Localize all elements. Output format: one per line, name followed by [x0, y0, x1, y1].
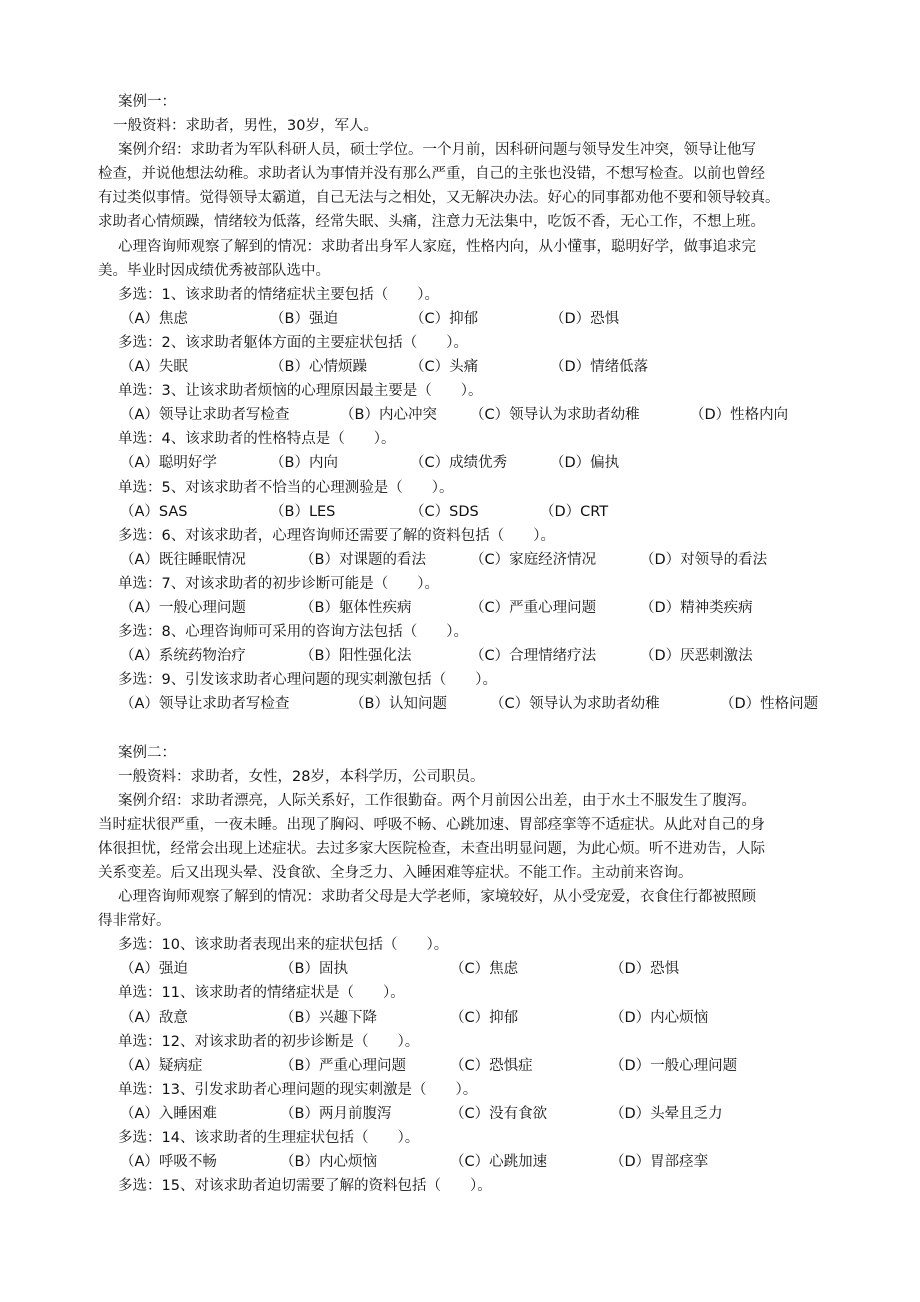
- option-row: [120, 451, 818, 475]
- option-b[interactable]: （B）内心冲突: [340, 407, 437, 424]
- question-text: 单选：4、该求助者的性格特点是（ ）。: [118, 431, 396, 448]
- option-a[interactable]: （A）既往睡眠情况: [120, 551, 246, 568]
- option-b[interactable]: （B）LES: [270, 503, 336, 520]
- option-a[interactable]: （A）领导让求助者写检查: [120, 696, 290, 713]
- case2-observe-line: 心理咨询师观察了解到的情况：求助者父母是大学老师，家境较好，从小受宠爱，衣食住行都被照顾: [118, 889, 756, 906]
- option-a[interactable]: （A）敌意: [120, 1009, 188, 1026]
- case2-intro-line: 案例介绍：求助者漂亮，人际关系好，工作很勤奋。两个月前因公出差，由于水土不服发生了腹泻。: [118, 792, 756, 809]
- case2-intro-line: 体很担忧，经常会出现上述症状。去过多家大医院检查，未查出明显问题，为此心烦。听不进劝告，人际: [98, 840, 765, 857]
- option-row: [120, 403, 818, 427]
- option-d[interactable]: （D）情绪低落: [550, 359, 649, 376]
- case1-title: 案例一：: [118, 94, 176, 110]
- option-c[interactable]: （C）心跳加速: [450, 1154, 548, 1171]
- question-text: 多选：8、心理咨询师可采用的咨询方法包括（ ）。: [118, 624, 468, 641]
- option-b[interactable]: （B）内向: [270, 455, 338, 472]
- question-text: 多选：10、该求助者表现出来的症状包括（ ）。: [118, 937, 449, 954]
- option-d[interactable]: （D）性格问题: [720, 696, 819, 713]
- question-text: 多选：14、该求助者的生理症状包括（ ）。: [118, 1130, 420, 1147]
- option-row: [120, 500, 818, 524]
- option-d[interactable]: （D）精神类疾病: [640, 599, 753, 616]
- question-text: 多选：9、引发该求助者心理问题的现实刺激包括（ ）。: [118, 672, 497, 689]
- case1-intro-line: 检查，并说他想法幼稚。求助者认为事情并没有那么严重，自己的主张也没错，不想写检查。以前也曾经: [98, 166, 765, 183]
- option-a[interactable]: （A）领导让求助者写检查: [120, 407, 290, 424]
- option-a[interactable]: （A）系统药物治疗: [120, 648, 246, 665]
- option-d[interactable]: （D）一般心理问题: [610, 1057, 738, 1074]
- option-b[interactable]: （B）阳性强化法: [300, 648, 412, 665]
- option-a[interactable]: （A）一般心理问题: [120, 599, 246, 616]
- document-body: [98, 90, 819, 1198]
- option-c[interactable]: （C）成绩优秀: [410, 455, 508, 472]
- option-b[interactable]: （B）认知问题: [350, 696, 447, 713]
- option-d[interactable]: （D）胃部痉挛: [610, 1154, 709, 1171]
- case2-observe-line: 得非常好。: [98, 913, 171, 930]
- option-row: [120, 548, 818, 572]
- question-text: 单选：5、对该求助者不恰当的心理测验是（ ）。: [118, 479, 454, 496]
- option-c[interactable]: （C）严重心理问题: [470, 599, 597, 616]
- option-c[interactable]: （C）焦虑: [450, 961, 519, 978]
- option-c[interactable]: （C）恐惧症: [450, 1057, 533, 1074]
- case2-intro-line: 当时症状很严重，一夜未睡。出现了胸闷、呼吸不畅、心跳加速、胃部痉挛等不适症状。从此对自己的身: [98, 816, 765, 833]
- option-d[interactable]: （D）恐惧: [610, 961, 680, 978]
- option-row: [120, 1006, 818, 1030]
- option-row: [120, 957, 818, 981]
- option-d[interactable]: （D）内心烦恼: [610, 1009, 709, 1026]
- question-text: 单选：3、让该求助者烦恼的心理原因最主要是（ ）。: [118, 383, 483, 400]
- option-d[interactable]: （D）头晕且乏力: [610, 1105, 723, 1122]
- question-text: 单选：11、该求助者的情绪症状是（ ）。: [118, 985, 405, 1002]
- case2-observation: [98, 885, 818, 933]
- option-b[interactable]: （B）兴趣下降: [280, 1009, 377, 1026]
- option-row: [120, 692, 818, 716]
- option-d[interactable]: （D）CRT: [540, 503, 609, 520]
- option-c[interactable]: （C）SDS: [410, 503, 479, 520]
- option-d[interactable]: （D）厌恶刺激法: [640, 648, 753, 665]
- option-c[interactable]: （C）头痛: [410, 359, 479, 376]
- question-text: 多选：2、该求助者躯体方面的主要症状包括（ ）。: [118, 334, 468, 351]
- question-text: 单选：13、引发求助者心理问题的现实刺激是（ ）。: [118, 1081, 478, 1098]
- option-b[interactable]: （B）内心烦恼: [280, 1154, 377, 1171]
- case1-intro-line: 求助者心情烦躁，情绪较为低落，经常失眠、头痛，注意力无法集中，吃饭不香，无心工作，不想上班。: [98, 214, 765, 231]
- option-c[interactable]: （C）抑郁: [450, 1009, 519, 1026]
- option-b[interactable]: （B）躯体性疾病: [300, 599, 412, 616]
- option-a[interactable]: （A）入睡困难: [120, 1105, 217, 1122]
- case1-observation: [98, 235, 818, 283]
- option-row: [120, 1150, 818, 1174]
- question-text: 单选：7、对该求助者的初步诊断可能是（ ）。: [118, 575, 439, 592]
- option-a[interactable]: （A）SAS: [120, 503, 188, 520]
- option-b[interactable]: （B）固执: [280, 961, 348, 978]
- question-text: 单选：12、对该求助者的初步诊断是（ ）。: [118, 1033, 420, 1050]
- option-c[interactable]: （C）家庭经济情况: [470, 551, 597, 568]
- option-row: [120, 307, 818, 331]
- case1-intro: [98, 138, 818, 234]
- question-text: 多选：15、对该求助者迫切需要了解的资料包括（ ）。: [118, 1178, 492, 1195]
- case1-questions: [118, 283, 818, 717]
- case1-intro-line: 案例介绍：求助者为军队科研人员，硕士学位。一个月前，因科研问题与领导发生冲突，领导让他写: [118, 142, 756, 159]
- case2-intro: [98, 789, 818, 885]
- option-row: [120, 644, 818, 668]
- case2-intro-line: 关系变差。后又出现头晕、没食欲、全身乏力、入睡困难等症状。不能工作。主动前来咨询。: [98, 865, 693, 881]
- option-c[interactable]: （C）抑郁: [410, 310, 479, 327]
- option-a[interactable]: （A）强迫: [120, 961, 188, 978]
- option-a[interactable]: （A）疑病症: [120, 1057, 203, 1074]
- option-c[interactable]: （C）领导认为求助者幼稚: [490, 696, 660, 713]
- option-c[interactable]: （C）领导认为求助者幼稚: [470, 407, 640, 424]
- option-a[interactable]: （A）焦虑: [120, 310, 188, 327]
- option-d[interactable]: （D）对领导的看法: [640, 551, 768, 568]
- option-b[interactable]: （B）对课题的看法: [300, 551, 426, 568]
- section-gap: [118, 716, 818, 740]
- option-d[interactable]: （D）偏执: [550, 455, 620, 472]
- option-row: [120, 1102, 818, 1126]
- question-text: 多选：6、对该求助者，心理咨询师还需要了解的资料包括（ ）。: [118, 527, 555, 544]
- option-row: [120, 596, 818, 620]
- case2-title: 案例二：: [118, 744, 176, 761]
- option-a[interactable]: （A）呼吸不畅: [120, 1154, 217, 1171]
- option-c[interactable]: （C）合理情绪疗法: [470, 648, 597, 665]
- option-c[interactable]: （C）没有食欲: [450, 1105, 548, 1122]
- option-a[interactable]: （A）失眠: [120, 359, 188, 376]
- case1-intro-line: 有过类似事情。觉得领导太霸道，自己无法与之相处，又无解决办法。好心的同事都劝他不要和领导较真。: [98, 190, 780, 207]
- option-row: [120, 1054, 818, 1078]
- case1-observe-line: 美。毕业时因成绩优秀被部队选中。: [98, 262, 330, 279]
- option-a[interactable]: （A）聪明好学: [120, 455, 217, 472]
- option-b[interactable]: （B）强迫: [270, 310, 338, 327]
- option-row: [120, 355, 818, 379]
- case1-observe-line: 心理咨询师观察了解到的情况：求助者出身军人家庭，性格内向，从小懂事，聪明好学，做事追求完: [118, 238, 756, 255]
- option-d[interactable]: （D）性格内向: [690, 407, 789, 424]
- question-text: 多选：1、该求助者的情绪症状主要包括（ ）。: [118, 286, 439, 303]
- case1-general: 一般资料：求助者，男性，30岁，军人。: [113, 118, 378, 135]
- option-b[interactable]: （B）心情烦躁: [270, 359, 367, 376]
- option-b[interactable]: （B）两月前腹泻: [280, 1105, 392, 1122]
- option-d[interactable]: （D）恐惧: [550, 310, 620, 327]
- option-b[interactable]: （B）严重心理问题: [280, 1057, 406, 1074]
- case2-general: 一般资料：求助者，女性，28岁，本科学历，公司职员。: [118, 768, 485, 785]
- case2-questions: [118, 933, 818, 1198]
